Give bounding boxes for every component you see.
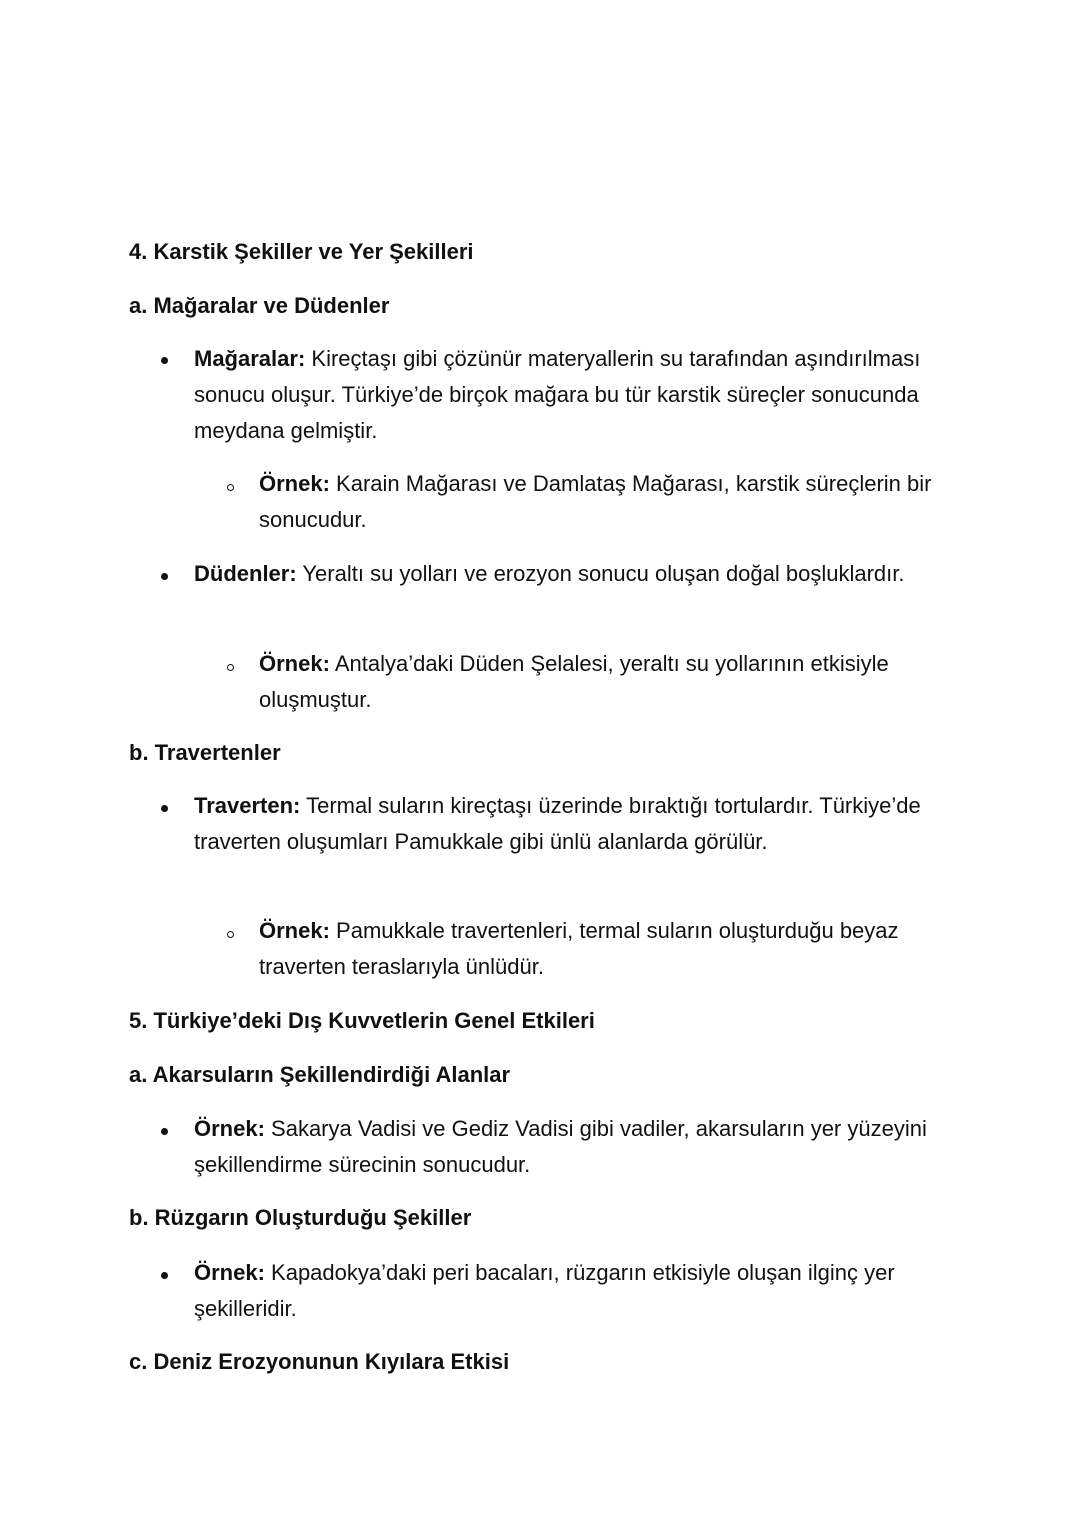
term-example: Örnek: xyxy=(259,471,330,496)
text-example: Pamukkale travertenleri, termal suların oluşturduğu beyaz traverten teraslarıyla ünlüdür. xyxy=(259,918,899,979)
sub-bullet-magaralar xyxy=(227,484,234,491)
text-example: Karain Mağarası ve Damlataş Mağarası, karstik süreçlerin bir sonucudur. xyxy=(259,471,932,532)
section-5b-heading: b. Rüzgarın Oluşturduğu Şekiller xyxy=(129,1205,472,1230)
section-4a-heading: a. Mağaralar ve Düdenler xyxy=(129,293,390,318)
text-example: Sakarya Vadisi ve Gediz Vadisi gibi vadiler, akarsuların yer yüzeyini şekillendirme sürecinin sonucudur. xyxy=(194,1116,927,1177)
sub-bullet-dudenler xyxy=(227,664,234,671)
term-example: Örnek: xyxy=(259,918,330,943)
sub-item-dudenler-example xyxy=(259,646,949,718)
term-example: Örnek: xyxy=(194,1260,265,1285)
text-example: Antalya’daki Düden Şelalesi, yeraltı su yollarının etkisiyle oluşmuştur. xyxy=(259,651,889,712)
term-example: Örnek: xyxy=(259,651,330,676)
sub-item-traverten-example xyxy=(259,913,949,985)
text-example: Kapadokya’daki peri bacaları, rüzgarın etkisiyle oluşan ilginç yer şekilleridir. xyxy=(194,1260,895,1321)
term-magaralar: Mağaralar: xyxy=(194,346,306,371)
list-item-traverten xyxy=(194,788,954,860)
term-traverten: Traverten: xyxy=(194,793,301,818)
term-dudenler: Düdenler: xyxy=(194,561,297,586)
section-4-heading: 4. Karstik Şekiller ve Yer Şekilleri xyxy=(129,239,474,264)
list-item-akarsular xyxy=(194,1111,954,1183)
list-item-ruzgar xyxy=(194,1255,954,1327)
section-4b-heading: b. Travertenler xyxy=(129,740,281,765)
list-item-magaralar xyxy=(194,341,954,449)
sub-item-magaralar-example xyxy=(259,466,949,538)
section-5a-heading: a. Akarsuların Şekillendirdiği Alanlar xyxy=(129,1062,511,1087)
bullet-traverten xyxy=(161,805,168,812)
term-example: Örnek: xyxy=(194,1116,265,1141)
section-5c-heading: c. Deniz Erozyonunun Kıyılara Etkisi xyxy=(129,1349,510,1374)
text-dudenler: Yeraltı su yolları ve erozyon sonucu oluşan doğal boşluklardır. xyxy=(296,561,905,586)
sub-bullet-traverten xyxy=(227,931,234,938)
bullet-akarsular xyxy=(161,1128,168,1135)
bullet-ruzgar xyxy=(161,1272,168,1279)
text-traverten: Termal suların kireçtaşı üzerinde bıraktığı tortulardır. Türkiye’de traverten oluşumları Pamukkale gibi ünlü alanlarda görülür. xyxy=(194,793,921,854)
text-magaralar: Kireçtaşı gibi çözünür materyallerin su tarafından aşındırılması sonucu oluşur. Türkiye’de birçok mağara bu tür karstik süreçler sonucunda meydana gelmiştir. xyxy=(194,346,921,443)
bullet-dudenler xyxy=(161,573,168,580)
list-item-dudenler xyxy=(194,556,954,592)
bullet-magaralar xyxy=(161,357,168,364)
section-5-heading: 5. Türkiye’deki Dış Kuvvetlerin Genel Etkileri xyxy=(129,1008,595,1033)
